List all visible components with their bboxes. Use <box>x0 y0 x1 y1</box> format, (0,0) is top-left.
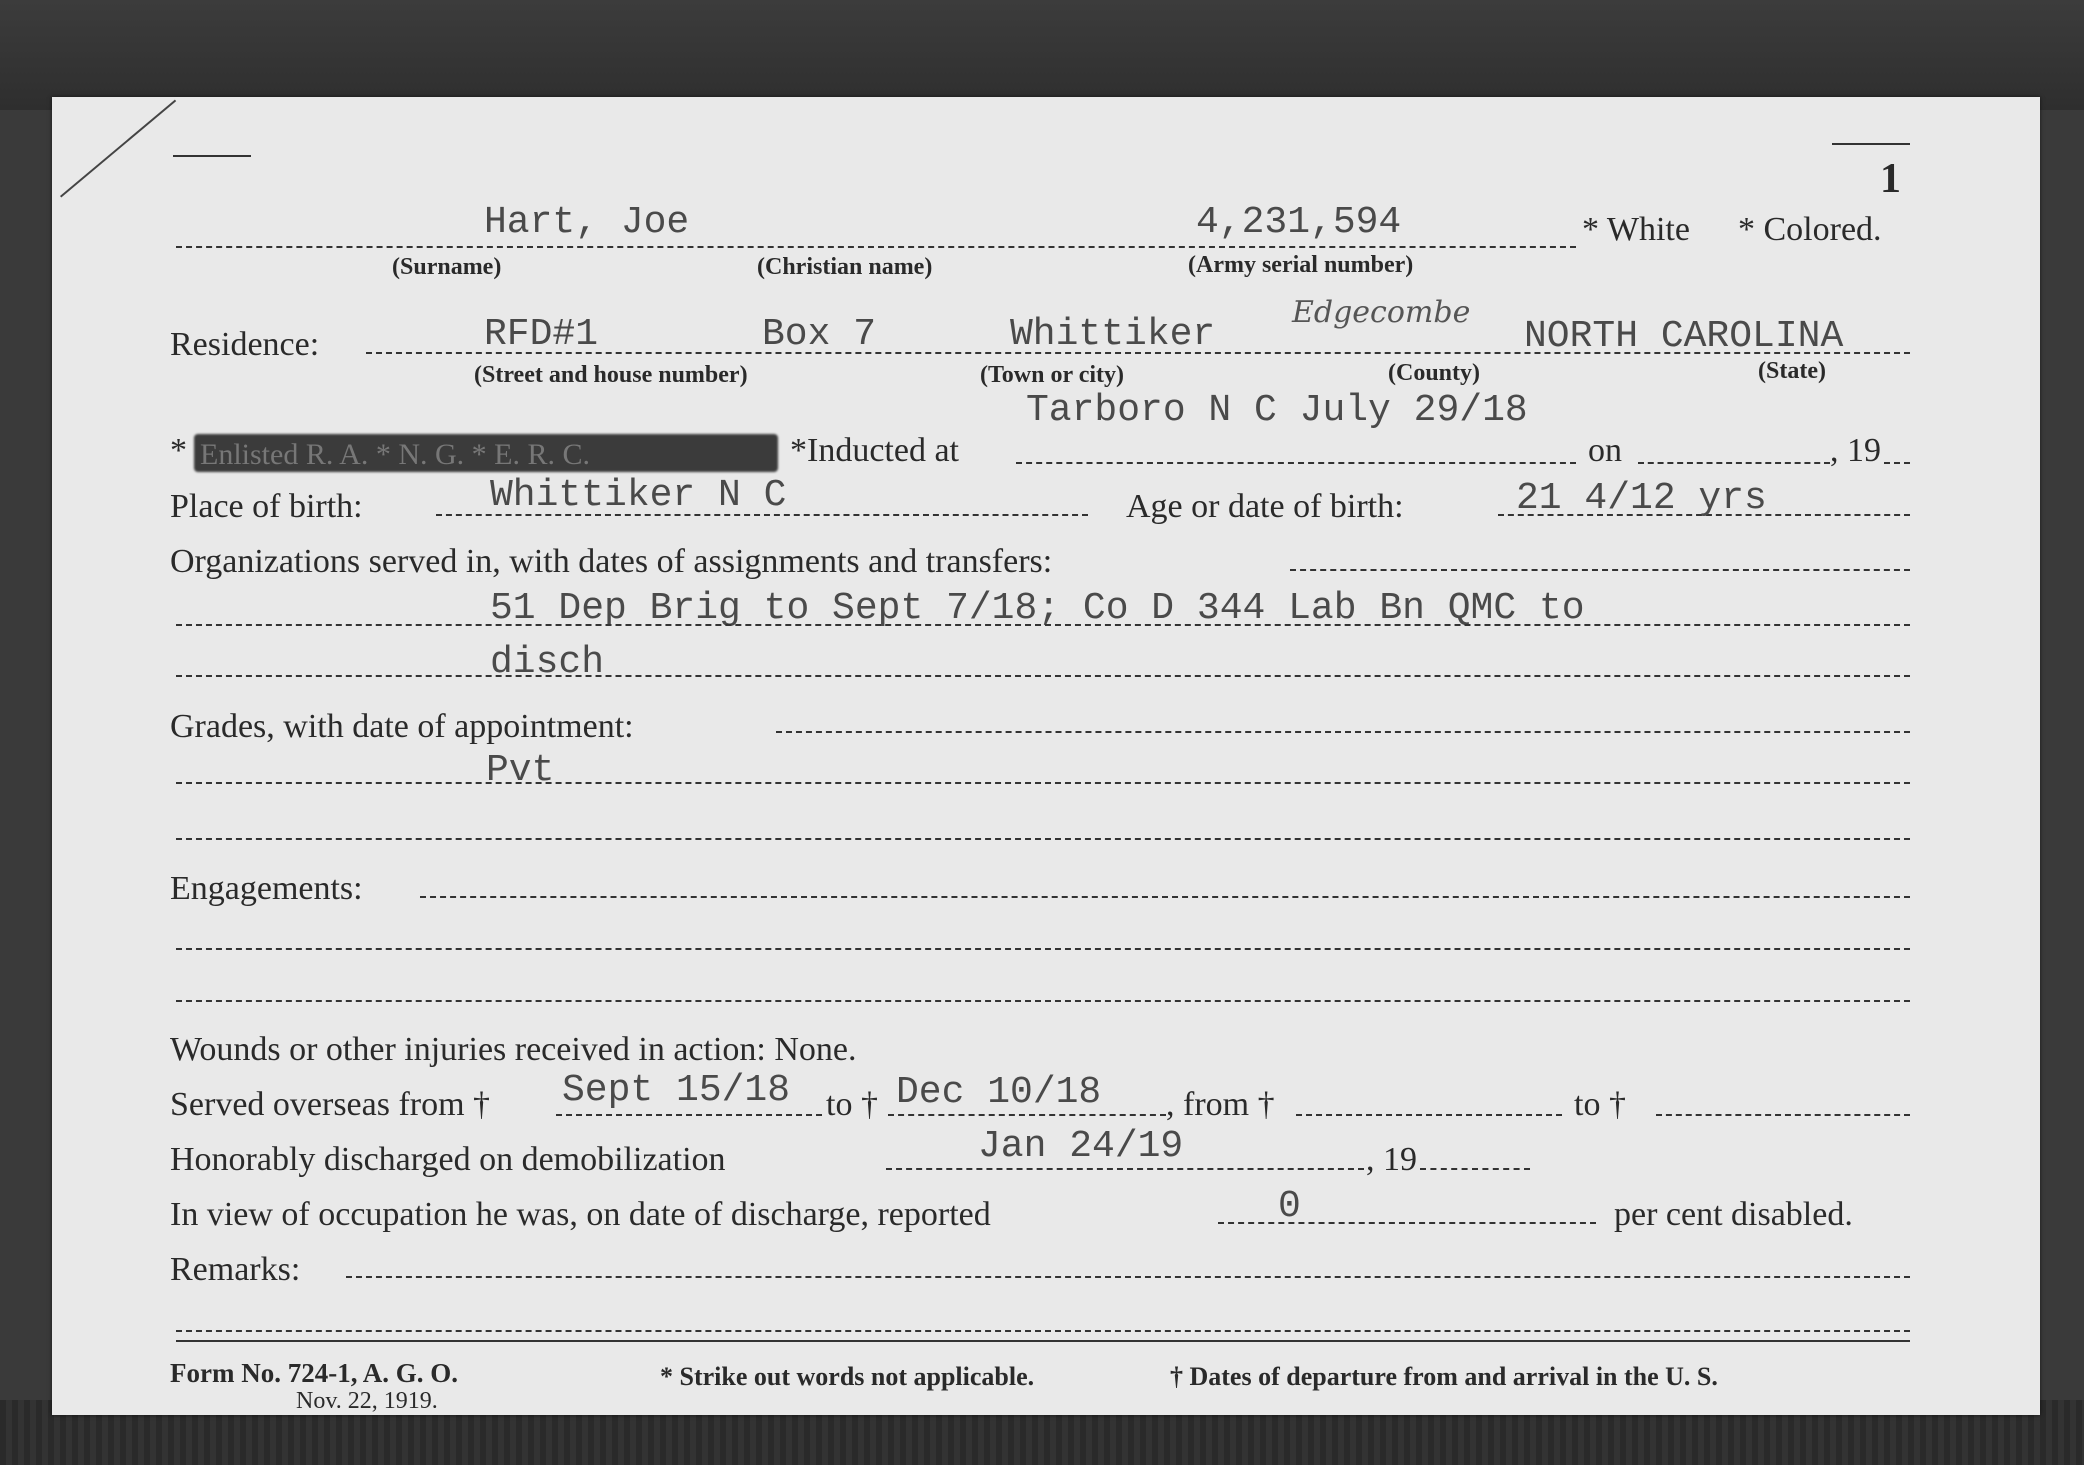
top-left-rule <box>173 155 251 157</box>
organizations-line-1-value: 51 Dep Brig to Sept 7/18; Co D 344 Lab Bn QMC to <box>490 587 1585 630</box>
age-label: Age or date of birth: <box>1126 488 1404 525</box>
inducted-at-label: *Inducted at <box>790 432 959 469</box>
place-of-birth-label: Place of birth: <box>170 488 363 525</box>
organizations-line-0 <box>1290 569 1910 571</box>
grades-line-2 <box>176 838 1910 840</box>
residence-state: NORTH CAROLINA <box>1524 315 1844 358</box>
residence-label: Residence: <box>170 326 320 363</box>
overseas-from2-label: , from † <box>1166 1086 1275 1123</box>
engagements-line-2 <box>176 1000 1910 1002</box>
race-white: * White <box>1582 211 1690 248</box>
form-number: Form No. 724-1, A. G. O. <box>170 1358 458 1388</box>
overseas-to-line <box>888 1114 1166 1116</box>
organizations-line-2 <box>176 675 1910 677</box>
name-value: Hart, Joe <box>484 201 690 244</box>
place-of-birth-value: Whittiker N C <box>490 474 787 517</box>
overseas-to-label: to † <box>826 1086 878 1123</box>
overseas-from-value: Sept 15/18 <box>562 1069 791 1112</box>
serial-value: 4,231,594 <box>1196 201 1402 244</box>
engagements-line-1 <box>176 948 1910 950</box>
wounds-label: Wounds or other injuries received in action: None. <box>170 1031 857 1068</box>
town-caption: (Town or city) <box>980 362 1124 388</box>
residence-box: Box 7 <box>762 313 877 356</box>
overseas-to-value: Dec 10/18 <box>896 1071 1102 1114</box>
overseas-from-line <box>556 1114 822 1116</box>
overseas-from2-line <box>1296 1114 1562 1116</box>
discharge-line <box>886 1168 1364 1170</box>
card-number: 1 <box>1880 156 1901 202</box>
surname-caption: (Surname) <box>392 254 502 280</box>
discharge-year-line <box>1420 1168 1530 1170</box>
remarks-line-1 <box>176 1330 1910 1332</box>
age-value: 21 4/12 yrs <box>1516 477 1767 520</box>
inducted-at-value: Tarboro N C July 29/18 <box>1026 389 1528 432</box>
race-colored: * Colored. <box>1738 211 1882 248</box>
overseas-from-label: Served overseas from † <box>170 1086 491 1123</box>
enlisted-asterisk: * <box>170 432 187 469</box>
remarks-line-0 <box>346 1276 1910 1278</box>
disability-value: 0 <box>1278 1185 1301 1228</box>
residence-county: Edgecombe <box>1292 295 1471 330</box>
footer-rule <box>176 1340 1910 1342</box>
inducted-on-label: on <box>1588 432 1622 469</box>
overseas-to2-label: to † <box>1574 1086 1626 1123</box>
residence-town: Whittiker <box>1010 313 1216 356</box>
grades-line-0 <box>776 731 1910 733</box>
disability-suffix: per cent disabled. <box>1614 1196 1853 1233</box>
christian-name-caption: (Christian name) <box>757 254 933 280</box>
inducted-year-line <box>1884 462 1910 464</box>
grades-label: Grades, with date of appointment: <box>170 708 634 745</box>
footnote-dagger: † Dates of departure from and arrival in the U. S. <box>1170 1362 1718 1391</box>
residence-street: RFD#1 <box>484 313 599 356</box>
remarks-label: Remarks: <box>170 1251 301 1288</box>
state-caption: (State) <box>1758 358 1826 384</box>
disability-line <box>1218 1222 1596 1224</box>
struck-out-enlistment-text: Enlisted R. A. * N. G. * E. R. C. <box>200 438 591 471</box>
engagements-label: Engagements: <box>170 870 363 907</box>
organizations-line-2-value: disch <box>490 641 605 684</box>
disability-label: In view of occupation he was, on date of discharge, reported <box>170 1196 991 1233</box>
overseas-to2-line <box>1656 1114 1910 1116</box>
street-caption: (Street and house number) <box>474 362 748 388</box>
serial-caption: (Army serial number) <box>1188 252 1414 278</box>
footnote-asterisk: * Strike out words not applicable. <box>660 1362 1035 1391</box>
inducted-year-label: , 19 <box>1830 432 1881 469</box>
scanner-background-top <box>0 0 2084 110</box>
discharge-label: Honorably discharged on demobilization <box>170 1141 726 1178</box>
form-date: Nov. 22, 1919. <box>296 1388 438 1414</box>
inducted-on-line <box>1638 462 1830 464</box>
grades-line-1 <box>176 782 1910 784</box>
county-caption: (County) <box>1388 360 1481 386</box>
discharge-year-label: , 19 <box>1366 1141 1417 1178</box>
organizations-line-1 <box>176 624 1910 626</box>
name-line <box>176 246 1576 248</box>
top-right-rule <box>1832 143 1910 145</box>
inducted-at-line <box>1016 462 1576 464</box>
engagements-line-0 <box>420 896 1910 898</box>
organizations-label: Organizations served in, with dates of assignments and transfers: <box>170 543 1053 580</box>
discharge-value: Jan 24/19 <box>978 1125 1184 1168</box>
grades-value: Pvt <box>486 749 555 792</box>
